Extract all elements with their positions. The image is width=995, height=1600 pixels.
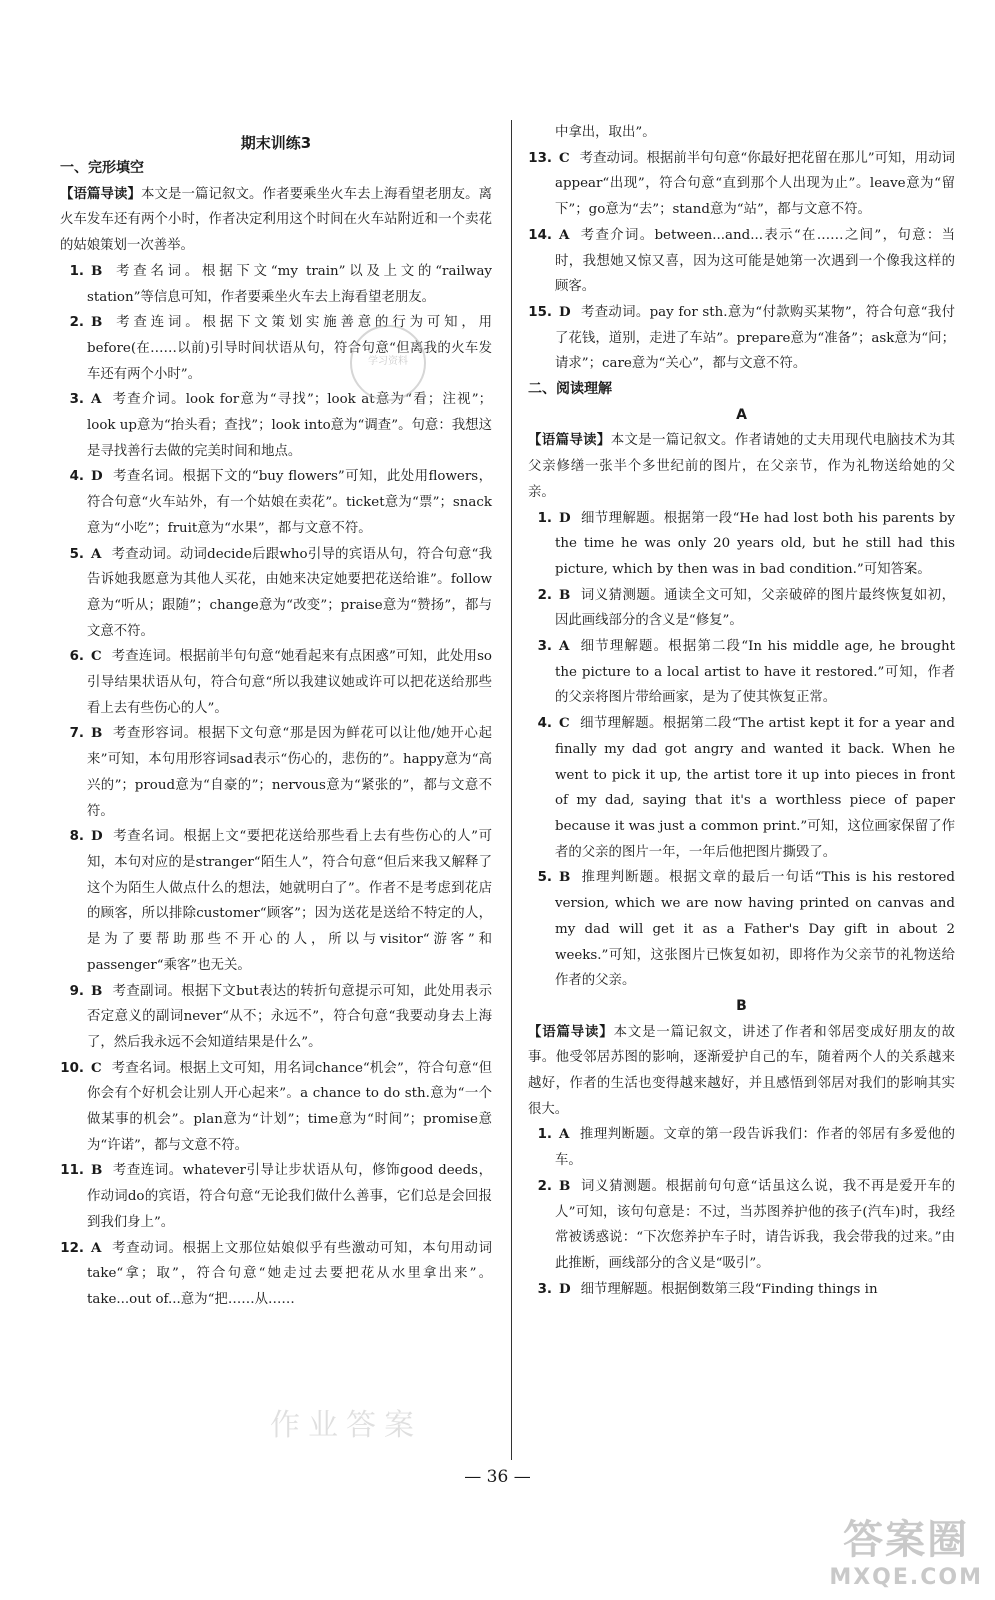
item-number: 3 . [528, 634, 552, 660]
item-answer: B [559, 869, 571, 886]
guide-label: 【语篇导读】 [528, 1024, 614, 1040]
item-explanation: 词义猜测题。根据前句句意“话虽这么说，我不再是爱开车的人”可知，该句句意是：不过，当苏图养护他的孩子(汽车)时，我经常被诱惑说：“下次您养护车子时，请告诉我，我会带我的过来。”由此推断，画线部分的含义是“吸引”。 [555, 1178, 955, 1271]
guide-label: 【语篇导读】 [528, 433, 611, 449]
left-column [60, 120, 492, 1313]
item-number: 3 . [528, 1277, 552, 1303]
item-number: 1 . [60, 259, 84, 285]
item-explanation: 词义猜测题。通读全文可知，父亲破碎的图片最终恢复如初，因此画线部分的含义是“修复”。 [555, 587, 955, 629]
answer-item [60, 1158, 492, 1235]
answer-item [528, 1277, 955, 1303]
item-answer: D [91, 828, 103, 845]
item-number: 13 . [528, 146, 552, 172]
item-explanation: 考查副词。根据下文but表达的转折句意提示可知，此处用表示否定意义的副词never“从不；永远不”，符合句意“我要动身去上海了，然后我永远不会知道结果是什么”。 [87, 983, 492, 1050]
item-explanation: 考查连词。根据前半句句意“她看起来有点困惑”可知，此处用so引导结果状语从句，符合句意“所以我建议她或许可以把花送给那些看上去有些伤心的人”。 [87, 649, 492, 716]
item-number: 12 . [60, 1236, 84, 1262]
item-explanation: 细节理解题。根据第二段“In his middle age, he brought the picture to a local artist to have it restored.”可知，作者的父亲将图片带给画家，是为了使其恢复正常。 [555, 639, 955, 706]
answer-item [60, 721, 492, 824]
item-answer: C [559, 715, 570, 732]
answer-item [528, 223, 955, 300]
part-b-guide [528, 1020, 955, 1123]
answer-item [528, 583, 955, 634]
part-a-guide [528, 428, 955, 505]
item-number: 7 . [60, 721, 84, 747]
item-number: 2 . [528, 583, 552, 609]
item-number: 3 . [60, 387, 84, 413]
part-b-item-list [528, 1122, 955, 1302]
answer-item [60, 542, 492, 645]
item-number: 2 . [60, 310, 84, 336]
item-answer: C [559, 149, 570, 166]
logo-main-text: 答案圈 [843, 1517, 970, 1563]
item-answer: B [91, 725, 103, 742]
answer-item [528, 506, 955, 583]
part-a-label: A [736, 406, 747, 423]
item-number: 4 . [60, 464, 84, 490]
item-explanation: 推理判断题。根据文章的最后一句话“This is his restored version, which we are now having printed on canvas and my dad will get it as a Father's Day gift in about 2 weeks.”可知，这张图片已恢复如初，即将作为父亲节的礼物送给作者的父亲。 [555, 870, 955, 989]
item-number: 5 . [528, 865, 552, 891]
answer-item [60, 464, 492, 541]
answer-item [60, 310, 492, 387]
answer-item [528, 865, 955, 994]
item-explanation: 细节理解题。根据第二段“The artist kept it for a year and finally my dad got angry and wanted it back. When he went to pick it up, the artist tore it up into pieces in front of my dad, saying that it's a worthless piece of paper because it was just a common print.”可知，这位画家保留了作者的父亲的图片一年，一年后他把图片撕毁了。 [555, 716, 955, 860]
guide-text: 本文是一篇记叙文。作者要乘坐火车去上海看望老朋友。离火车发车还有两个小时，作者决定利用这个时间在火车站附近和一个卖花的姑娘策划一次善举。 [60, 186, 493, 254]
item-number: 1 . [528, 1122, 552, 1148]
item-12-continuation: 中拿出，取出”。 [555, 125, 656, 140]
item-answer: B [91, 314, 103, 331]
item-number: 6 . [60, 644, 84, 670]
item-explanation: 考查形容词。根据下文句意“那是因为鲜花可以让他/她开心起来”可知，本句用形容词sad表示“伤心的，悲伤的”。happy意为“高兴的”；proud意为“自豪的”；nervous意为“紧张的”，都与文意不符。 [87, 726, 492, 819]
item-answer: B [91, 262, 103, 279]
item-explanation: 考查名词。根据下文的“buy flowers”可知，此处用flowers，符合句意“火车站外，有一个姑娘在卖花”。ticket意为“票”；snack意为“小吃”；fruit意为“水果”，都与文意不符。 [87, 469, 492, 536]
item-answer: B [559, 1177, 571, 1194]
item-explanation: 考查名词。根据上文“要把花送给那些看上去有些伤心的人”可知，本句对应的是stranger“陌生人”，符合句意“但后来我又解释了这个为陌生人做点什么的想法，她就明白了”。作者不是考虑到花店的顾客，所以排除customer“顾客”；因为送花是送给不特定的人，是为了要帮助那些不开心的人，所以与visitor“游客”和passenger“乘客”也无关。 [87, 829, 492, 973]
item-answer: C [91, 648, 102, 665]
site-logo [829, 1508, 983, 1590]
item-explanation: 考查动词。动词decide后跟who引导的宾语从句，符合句意“我告诉她我愿意为其他人买花，由她来决定她要把花送给谁”。follow意为“听从；跟随”；change意为“改变”；praise意为“赞扬”，都与文意不符。 [87, 546, 492, 639]
item-answer: A [91, 1239, 102, 1256]
column-divider [511, 120, 512, 1460]
guide-label: 【语篇导读】 [60, 186, 142, 202]
item-explanation: 考查名词。根据上文可知，用名词chance“机会”，符合句意“但你会有个好机会让别人开心起来”。a chance to do sth.意为“一个做某事的机会”。plan意为“计划”；time意为“时间”；promise意为“许诺”，都与文意不符。 [87, 1060, 492, 1153]
item-explanation: 推理判断题。文章的第一段告诉我们：作者的邻居有多爱他的车。 [555, 1127, 955, 1169]
item-answer: D [559, 1280, 571, 1297]
logo-url-text: MXQE.COM [829, 1565, 983, 1590]
answer-item [60, 979, 492, 1056]
answer-item [528, 1174, 955, 1277]
item-answer: A [559, 638, 570, 655]
answer-item [60, 644, 492, 721]
part-a-item-list [528, 506, 955, 994]
item-number: 11 . [60, 1158, 84, 1184]
item-number: 9 . [60, 979, 84, 1005]
page-number: — 36 — [464, 1467, 531, 1487]
right-column [528, 120, 955, 1302]
guide-text: 本文是一篇记叙文，讲述了作者和邻居变成好朋友的故事。他受邻居苏图的影响，逐渐爱护自己的车，随着两个人的关系越来越好，作者的生活也变得越来越好，并且感悟到邻居对我们的影响其实很大。 [528, 1024, 956, 1117]
item-explanation: 考查介词。between...and...表示“在……之间”，句意：当时，我想她又惊又喜，因为这可能是她第一次遇到一个像我这样的顾客。 [555, 227, 955, 295]
item-explanation: 细节理解题。根据第一段“He had lost both his parents by the time he was only 20 years old, but he still had this picture, which by then was in bad condition.”可知答案。 [555, 510, 955, 577]
item-number: 1 . [528, 506, 552, 532]
watermark-stamp: 学习资料 [350, 325, 426, 401]
item-number: 5 . [60, 542, 84, 568]
answer-item [60, 259, 492, 310]
item-explanation: 考查动词。pay for sth.意为“付款购买某物”，符合句意“我付了花钱，道别，走进了车站”。prepare意为“准备”；ask意为“问；请求”；care意为“关心”，都与文意不符。 [555, 304, 955, 372]
item-explanation: 考查名词。根据下文“my train”以及上文的“railway station”等信息可知，作者要乘坐火车去上海看望老朋友。 [87, 263, 492, 305]
section-reading-heading: 二、阅读理解 [528, 381, 612, 398]
answer-item [528, 300, 955, 377]
item-answer: A [559, 1126, 570, 1143]
item-answer: A [559, 226, 570, 243]
page-title: 期末训练3 [240, 134, 312, 152]
item-answer: A [91, 545, 102, 562]
item-answer: D [559, 303, 571, 320]
item-answer: B [559, 586, 571, 603]
item-answer: C [91, 1059, 102, 1076]
part-b-label: B [736, 997, 747, 1014]
watermark-text: 作业答案 [270, 1408, 422, 1443]
answer-item [528, 711, 955, 865]
answer-item [60, 1056, 492, 1159]
item-explanation: 细节理解题。根据倒数第三段“Finding things in [580, 1281, 878, 1297]
item-explanation: 考查介词。look for意为“寻找”；look at意为“看；注视”；look up意为“抬头看；查找”；look into意为“调查”。句意：我想这是寻找善行去做的完美时间和地点。 [87, 392, 492, 459]
cloze-item-list [60, 259, 492, 1313]
guide-text: 本文是一篇记叙文。作者请她的丈夫用现代电脑技术为其父亲修缮一张半个多世纪前的图片，在父亲节，作为礼物送给她的父亲。 [528, 433, 956, 500]
item-number: 2 . [528, 1174, 552, 1200]
item-explanation: 考查连词。whatever引导让步状语从句，修饰good deeds，作动词do的宾语，符合句意“无论我们做什么善事，它们总是会回报到我们身上”。 [87, 1163, 492, 1230]
answer-item [60, 824, 492, 978]
item-answer: D [559, 509, 571, 526]
item-answer: B [91, 982, 103, 999]
answer-item [528, 634, 955, 711]
cloze-item-list-continued [528, 146, 955, 377]
item-number: 15 . [528, 300, 552, 326]
item-number: 10 . [60, 1056, 84, 1082]
answer-item [60, 1236, 492, 1313]
item-answer: D [91, 468, 103, 485]
item-number: 4 . [528, 711, 552, 737]
item-number: 14 . [528, 223, 552, 249]
section-cloze-heading: 一、完形填空 [60, 160, 144, 176]
item-explanation: 考查连词。根据下文策划实施善意的行为可知，用before(在……以前)引导时间状语从句，符合句意“但离我的火车发车还有两个小时”。 [87, 315, 492, 382]
item-number: 8 . [60, 824, 84, 850]
item-answer: A [91, 391, 102, 408]
item-explanation: 考查动词。根据上文那位姑娘似乎有些激动可知，本句用动词take“拿；取”，符合句意“她走过去要把花从水里拿出来”。take...out of...意为“把……从…… [87, 1240, 492, 1307]
item-explanation: 考查动词。根据前半句句意“你最好把花留在那儿”可知，用动词appear“出现”，符合句意“直到那个人出现为止”。leave意为“留下”；go意为“去”；stand意为“站”，都与文意不符。 [555, 150, 955, 218]
answer-item [528, 1122, 955, 1173]
item-answer: B [91, 1162, 103, 1179]
answer-item [528, 146, 955, 223]
cloze-guide [60, 182, 492, 259]
answer-item [60, 387, 492, 464]
